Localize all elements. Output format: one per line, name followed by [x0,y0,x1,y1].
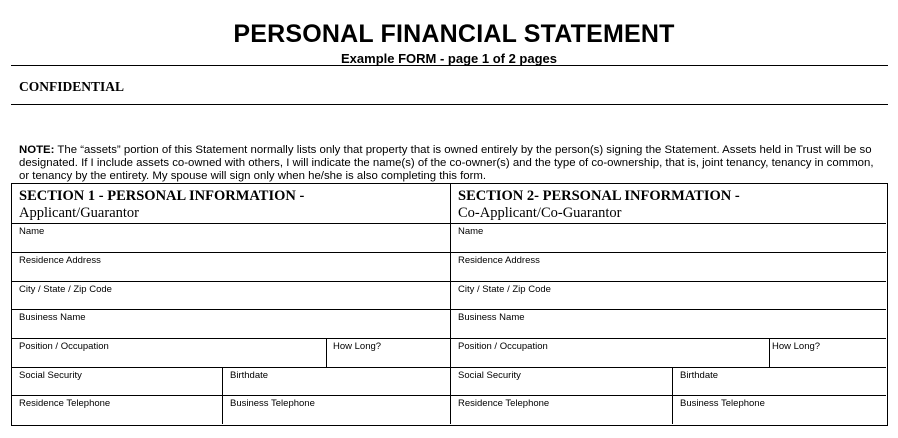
s1-city-state-zip-field[interactable] [13,282,449,309]
s2-business-telephone-label: Business Telephone [680,398,765,409]
s1-position-label: Position / Occupation [19,341,109,352]
s2-business-telephone-field[interactable] [673,396,886,424]
s2-residence-address-field[interactable] [452,253,886,281]
s2-residence-telephone-field[interactable] [452,396,671,424]
section1-subtitle: Applicant/Guarantor [19,205,139,221]
s2-social-security-field[interactable] [452,368,671,395]
section-divider [450,184,451,424]
section1-header [19,188,304,222]
s1-city-state-zip-label: City / State / Zip Code [19,284,112,295]
s2-business-name-label: Business Name [458,312,525,323]
s1-business-telephone-field[interactable] [223,396,449,424]
s1-residence-telephone-label: Residence Telephone [19,398,111,409]
form-subtitle: Example FORM - page 1 of 2 pages [341,51,557,66]
s1-name-field[interactable] [13,224,449,252]
s2-residence-telephone-label: Residence Telephone [458,398,550,409]
section1-title: SECTION 1 - PERSONAL INFORMATION - [19,188,305,204]
s2-position-field[interactable] [452,339,768,367]
form-title: PERSONAL FINANCIAL STATEMENT [233,20,675,48]
note-paragraph [19,144,885,183]
s1-how-long-field[interactable] [327,339,449,367]
s2-name-label: Name [458,226,484,237]
s1-residence-telephone-field[interactable] [13,396,221,424]
s1-residence-address-label: Residence Address [19,255,101,266]
top-divider [11,65,888,66]
s1-business-name-field[interactable] [13,310,449,338]
s2-social-security-label: Social Security [458,370,521,381]
personal-information-form [11,183,888,426]
s2-business-name-field[interactable] [452,310,886,338]
section2-title: SECTION 2- PERSONAL INFORMATION - [458,188,740,204]
s2-residence-address-label: Residence Address [458,255,540,266]
s1-position-field[interactable] [13,339,325,367]
s2-birthdate-field[interactable] [673,368,886,395]
note-label: NOTE: [19,144,55,156]
s1-business-name-label: Business Name [19,312,86,323]
note-text: The “assets” portion of this Statement normally lists only that property that is owned entirely by the person(s) signing the Statement. Assets held in Trust will be so designated. If I include assets co-owned with others, I will indicate the name(s) of the co-owner(s) and the type of co-ownership, that is, joint tenancy, tenancy in common, or tenancy by the entirety. My spouse will sign only when he/she is also completing this form. [19,144,874,182]
section2-subtitle: Co-Applicant/Co-Guarantor [458,205,622,221]
s2-how-long-field[interactable] [770,339,886,367]
s1-birthdate-field[interactable] [223,368,449,395]
confidential-label: CONFIDENTIAL [19,79,125,94]
section2-header [458,188,740,222]
s1-business-telephone-label: Business Telephone [230,398,315,409]
s1-social-security-label: Social Security [19,370,82,381]
s2-position-label: Position / Occupation [458,341,548,352]
confidential-divider [11,104,888,105]
s2-city-state-zip-field[interactable] [452,282,886,309]
s1-birthdate-label: Birthdate [230,370,269,381]
s1-name-label: Name [19,226,45,237]
s1-social-security-field[interactable] [13,368,221,395]
s2-birthdate-label: Birthdate [680,370,719,381]
s2-how-long-label: How Long? [772,341,821,352]
s1-how-long-label: How Long? [333,341,382,352]
s1-residence-address-field[interactable] [13,253,449,281]
s2-name-field[interactable] [452,224,886,252]
s2-city-state-zip-label: City / State / Zip Code [458,284,551,295]
